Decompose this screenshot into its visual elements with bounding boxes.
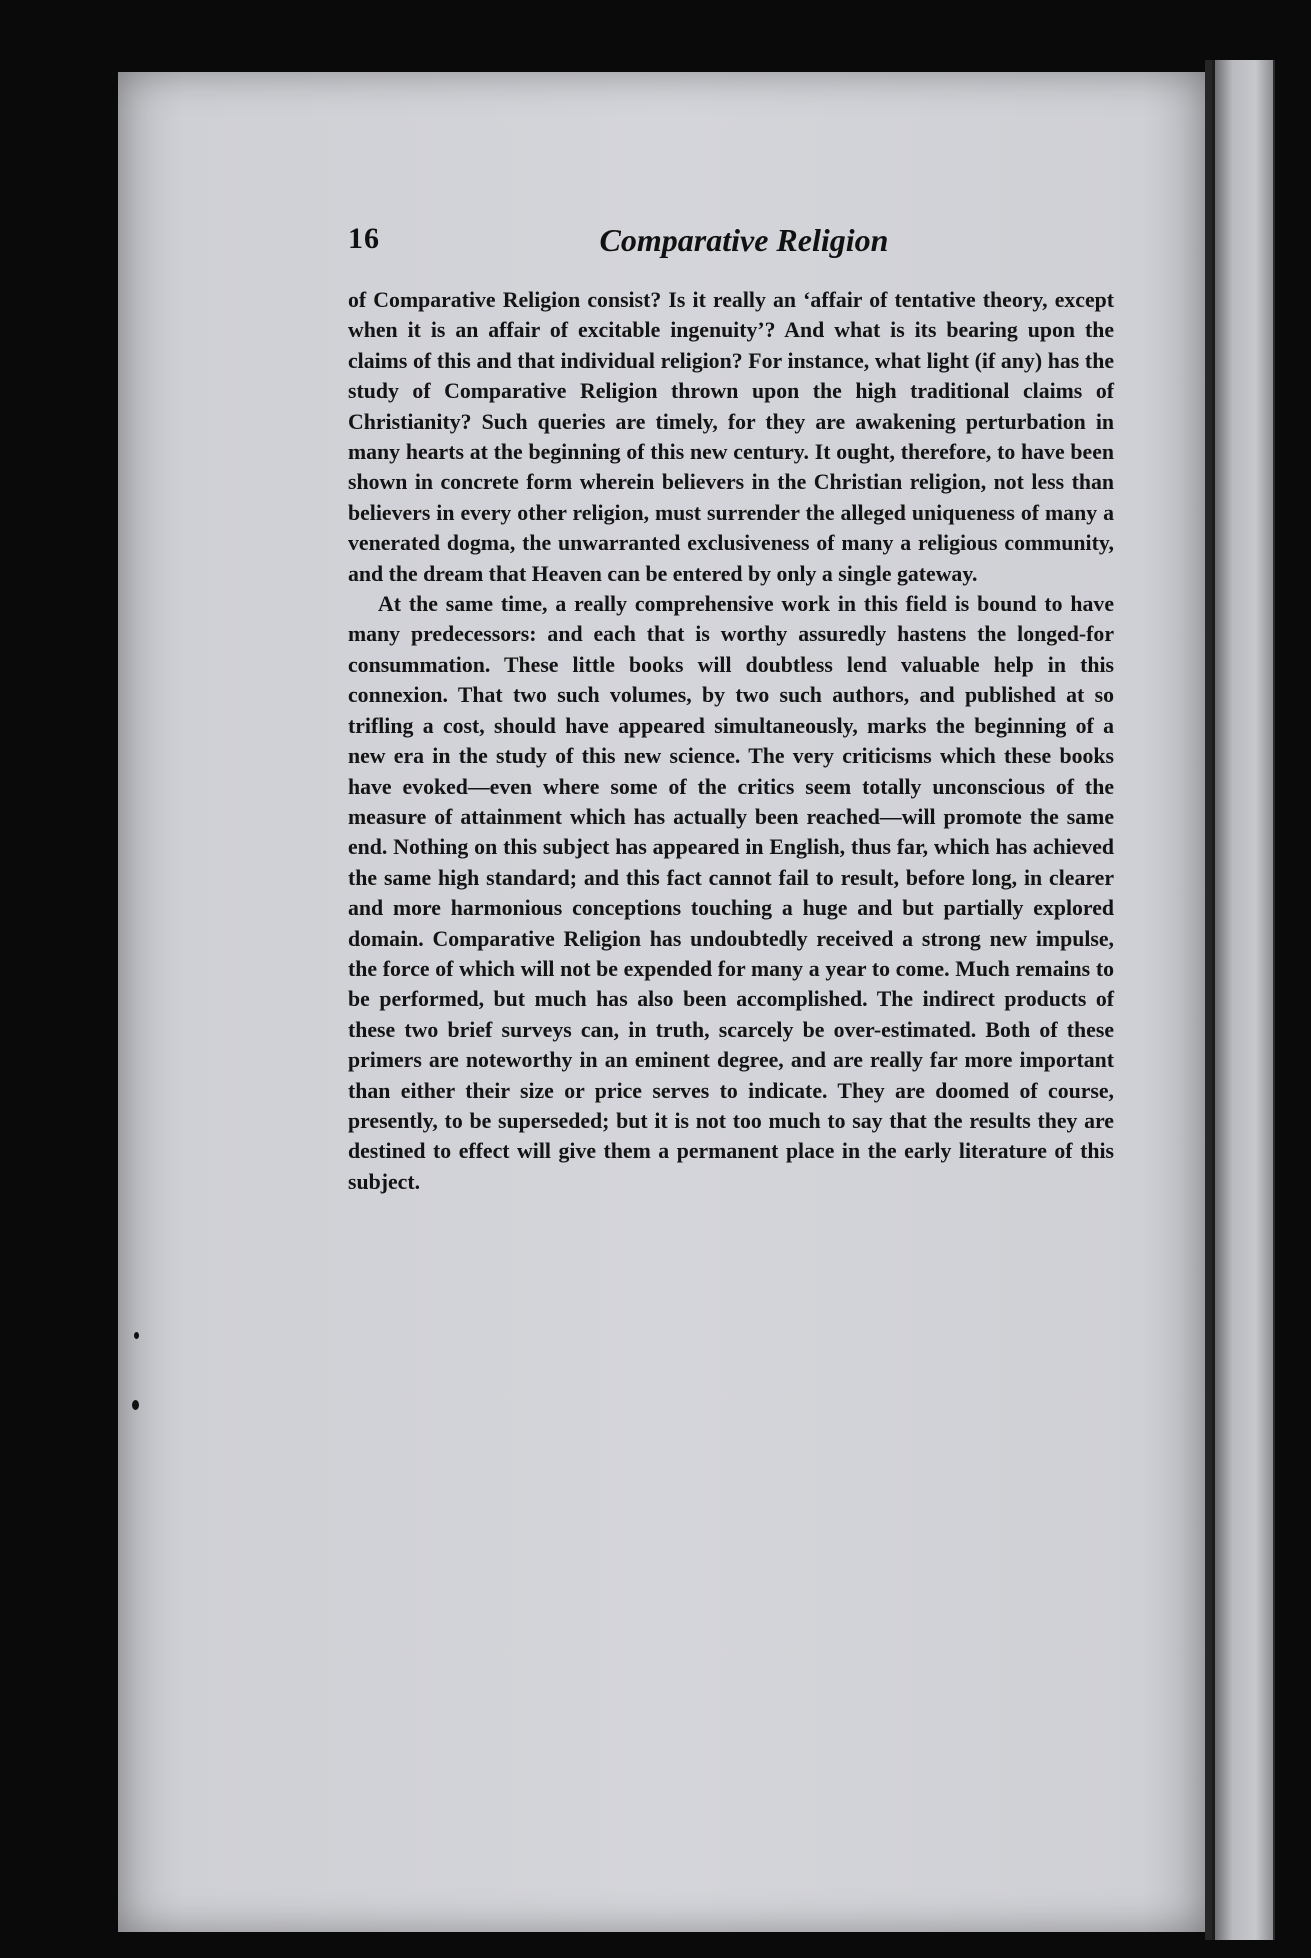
scan-speck — [134, 1332, 139, 1339]
running-head — [348, 222, 1120, 274]
paragraph: of Comparative Religion consist? Is it really an ‘affair of tentative theory, except when it is an affair of excitable ingenuity’? And what is its bearing upon the claims of this and that individual religion? For instance, what light (if any) has the study of Comparative Religion thrown upon the high traditional claims of Christianity? Such queries are timely, for they are awakening perturbation in many hearts at the beginning of this new century. It ought, therefore, to have been shown in concrete form wherein believers in the Christian religion, not less than believers in every other religion, must surrender the alleged uniqueness of many a venerated dogma, the unwarranted exclusiveness of many a religious community, and the dream that Heaven can be entered by only a single gateway. — [348, 288, 1114, 586]
paragraph: At the same time, a really comprehensive work in this field is bound to have many predecessors: and each that is worthy assuredly hastens the longed-for consummation. These little books will doubtless lend valuable help in this connexion. That two such volumes, by two such authors, and published at so trifling a cost, should have appeared simultaneously, marks the beginning of a new era in the study of this new science. The very criticisms which these books have evoked—even where some of the critics seem totally unconscious of the measure of attainment which has actually been reached—will promote the same end. Nothing on this subject has appeared in English, thus far, which has achieved the same high standard; and this fact cannot fail to result, before long, in clearer and more harmonious conceptions touching a huge and but partially explored domain. Comparative Religion has undoubtedly received a strong new impulse, the force of which will not be expended for many a year to come. Much remains to be performed, but much has also been accomplished. The indirect products of these two brief surveys can, in truth, scarcely be over-estimated. Both of these primers are noteworthy in an eminent degree, and are really far more important than either their size or price serves to indicate. They are doomed of course, presently, to be superseded; but it is not too much to say that the results they are destined to effect will give them a permanent place in the early literature of this subject. — [348, 592, 1114, 1194]
scan-speck — [132, 1400, 139, 1410]
adjacent-page-edge — [1212, 60, 1275, 1940]
running-title: Comparative Religion — [599, 222, 889, 258]
body-text — [348, 285, 1114, 1197]
page-number: 16 — [348, 222, 380, 255]
